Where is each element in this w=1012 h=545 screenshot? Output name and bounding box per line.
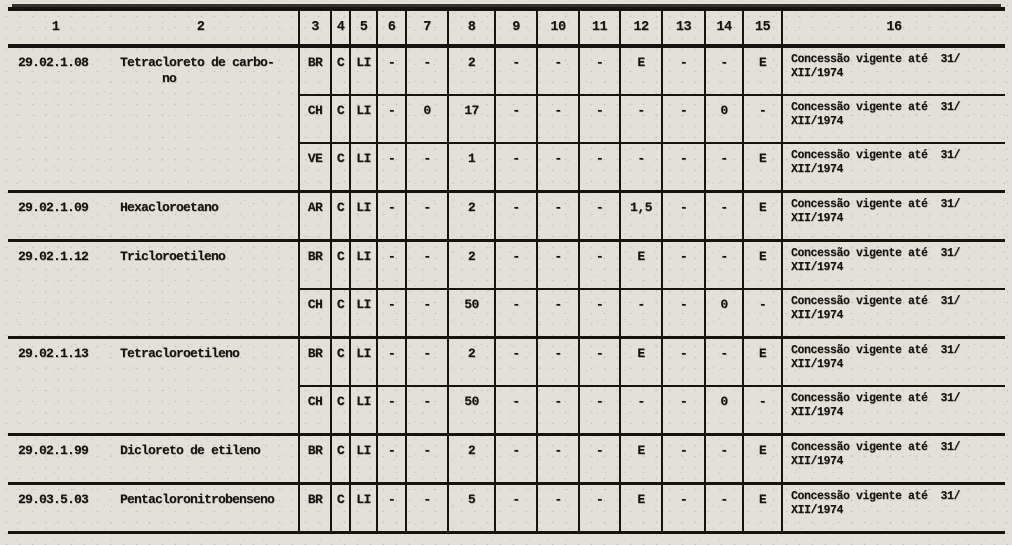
cell-col-7: - (405, 339, 447, 385)
cell-col-14: 0 (704, 290, 742, 336)
cell-col-11: - (578, 290, 619, 336)
cell-col-6: - (376, 485, 405, 531)
cell-col-10: - (536, 48, 578, 94)
column-header-10: 10 (536, 11, 578, 44)
cell-col-14: - (704, 144, 742, 190)
cell-col-10: - (536, 290, 578, 336)
cell-col-15: - (742, 387, 781, 433)
table-row (298, 242, 1005, 288)
remark-line: XII/1974 (791, 455, 844, 468)
cell-col-7: - (405, 242, 447, 288)
cell-col-6: - (376, 387, 405, 433)
cell-col-10: - (536, 96, 578, 142)
remark-line: Concessão vigente até 31/ (791, 53, 961, 66)
product-group (8, 48, 1005, 193)
cell-col-7: - (405, 144, 447, 190)
cell-col-4: C (330, 242, 349, 288)
column-header-15: 15 (742, 11, 781, 44)
cell-col-5: LI (349, 290, 376, 336)
cell-col-12: E (619, 339, 661, 385)
cell-col-7: - (405, 387, 447, 433)
cell-col-7: - (405, 193, 447, 239)
remark-cell (781, 144, 1005, 190)
cell-col-8: 50 (447, 387, 494, 433)
cell-col-6: - (376, 242, 405, 288)
column-header-2: 2 (196, 20, 205, 35)
cell-col-4: C (330, 96, 349, 142)
table-header-row (8, 7, 1005, 48)
cell-col-13: - (661, 290, 704, 336)
remark-cell (781, 242, 1005, 288)
product-name-line: no (162, 71, 177, 86)
cell-col-11: - (578, 485, 619, 531)
product-group (8, 193, 1005, 242)
remark-line: XII/1974 (791, 212, 844, 225)
table-row (298, 385, 1005, 433)
cell-col-6: - (376, 96, 405, 142)
cell-col-3: BR (298, 48, 330, 94)
remark-cell (781, 96, 1005, 142)
cell-col-11: - (578, 96, 619, 142)
cell-col-14: - (704, 339, 742, 385)
product-cell (8, 339, 298, 433)
cell-col-10: - (536, 485, 578, 531)
cell-col-15: E (742, 193, 781, 239)
column-header-3: 3 (298, 11, 330, 44)
cell-col-13: - (661, 193, 704, 239)
remark-cell (781, 48, 1005, 94)
cell-col-5: LI (349, 387, 376, 433)
cell-col-12: - (619, 290, 661, 336)
cell-col-15: E (742, 436, 781, 482)
product-code: 29.03.5.03 (18, 492, 89, 507)
cell-col-12: E (619, 485, 661, 531)
remark-line: XII/1974 (791, 163, 844, 176)
product-group (8, 339, 1005, 436)
cell-col-3: BR (298, 436, 330, 482)
cell-col-11: - (578, 193, 619, 239)
cell-col-14: - (704, 485, 742, 531)
cell-col-13: - (661, 387, 704, 433)
cell-col-15: E (742, 339, 781, 385)
cell-col-4: C (330, 193, 349, 239)
group-rows (298, 339, 1005, 433)
product-group (8, 436, 1005, 485)
cell-col-5: LI (349, 339, 376, 385)
group-rows (298, 485, 1005, 531)
cell-col-9: - (494, 436, 536, 482)
column-header-16: 16 (781, 11, 1005, 44)
remark-line: XII/1974 (791, 504, 844, 517)
remark-cell (781, 436, 1005, 482)
table-row (298, 339, 1005, 385)
cell-col-9: - (494, 144, 536, 190)
cell-col-15: E (742, 48, 781, 94)
cell-col-10: - (536, 193, 578, 239)
cell-col-14: - (704, 193, 742, 239)
cell-col-12: - (619, 144, 661, 190)
cell-col-13: - (661, 96, 704, 142)
cell-col-3: AR (298, 193, 330, 239)
cell-col-13: - (661, 485, 704, 531)
product-name-line: Tetracloroetileno (120, 346, 240, 361)
product-code: 29.02.1.12 (18, 249, 89, 264)
remark-line: XII/1974 (791, 309, 844, 322)
remark-cell (781, 193, 1005, 239)
table-row (298, 288, 1005, 336)
cell-col-11: - (578, 48, 619, 94)
cell-col-10: - (536, 242, 578, 288)
cell-col-12: - (619, 96, 661, 142)
cell-col-7: - (405, 290, 447, 336)
cell-col-15: E (742, 242, 781, 288)
product-name (110, 249, 298, 336)
remark-line: XII/1974 (791, 67, 844, 80)
column-header-5: 5 (349, 11, 376, 44)
product-cell (8, 242, 298, 336)
cell-col-12: 1,5 (619, 193, 661, 239)
product-code: 29.02.1.08 (18, 55, 89, 70)
product-cell (8, 193, 298, 239)
remark-line: Concessão vigente até 31/ (791, 149, 961, 162)
table-row (298, 193, 1005, 239)
cell-col-4: C (330, 144, 349, 190)
cell-col-4: C (330, 48, 349, 94)
cell-col-3: BR (298, 242, 330, 288)
product-group (8, 242, 1005, 339)
cell-col-8: 2 (447, 48, 494, 94)
remark-line: XII/1974 (791, 115, 844, 128)
cell-col-8: 1 (447, 144, 494, 190)
group-rows (298, 436, 1005, 482)
product-name (110, 492, 298, 531)
column-header-8: 8 (447, 11, 494, 44)
table-body (8, 48, 1005, 534)
cell-col-8: 2 (447, 436, 494, 482)
cell-col-14: 0 (704, 387, 742, 433)
cell-col-4: C (330, 290, 349, 336)
cell-col-5: LI (349, 485, 376, 531)
cell-col-12: - (619, 387, 661, 433)
cell-col-5: LI (349, 48, 376, 94)
remark-cell (781, 485, 1005, 531)
column-header-14: 14 (704, 11, 742, 44)
table-row (298, 436, 1005, 482)
cell-col-6: - (376, 339, 405, 385)
remark-cell (781, 339, 1005, 385)
column-header-1: 1 (51, 20, 60, 35)
remark-line: Concessão vigente até 31/ (791, 392, 961, 405)
cell-col-8: 2 (447, 339, 494, 385)
cell-col-4: C (330, 387, 349, 433)
cell-col-11: - (578, 436, 619, 482)
product-code: 29.02.1.09 (18, 200, 89, 215)
cell-col-9: - (494, 193, 536, 239)
cell-col-4: C (330, 485, 349, 531)
remark-line: Concessão vigente até 31/ (791, 344, 961, 357)
cell-col-8: 2 (447, 193, 494, 239)
cell-col-6: - (376, 436, 405, 482)
remark-line: XII/1974 (791, 406, 844, 419)
cell-col-7: - (405, 48, 447, 94)
product-name (110, 200, 298, 239)
column-header-9: 9 (494, 11, 536, 44)
cell-col-6: - (376, 290, 405, 336)
product-name-line: Pentacloronitrobenseno (120, 492, 275, 507)
cell-col-6: - (376, 144, 405, 190)
product-name (110, 443, 298, 482)
cell-col-10: - (536, 387, 578, 433)
remark-line: Concessão vigente até 31/ (791, 441, 961, 454)
group-rows (298, 193, 1005, 239)
column-header-7: 7 (405, 11, 447, 44)
cell-col-9: - (494, 387, 536, 433)
product-cell (8, 436, 298, 482)
column-header-6: 6 (376, 11, 405, 44)
product-name-line: Hexacloroetano (120, 200, 219, 215)
cell-col-3: VE (298, 144, 330, 190)
product-group (8, 485, 1005, 534)
cell-col-6: - (376, 193, 405, 239)
cell-col-13: - (661, 242, 704, 288)
cell-col-9: - (494, 339, 536, 385)
group-rows (298, 48, 1005, 190)
cell-col-15: - (742, 96, 781, 142)
cell-col-14: - (704, 436, 742, 482)
cell-col-3: CH (298, 290, 330, 336)
remark-line: Concessão vigente até 31/ (791, 295, 961, 308)
cell-col-10: - (536, 144, 578, 190)
cell-col-14: - (704, 48, 742, 94)
cell-col-3: CH (298, 387, 330, 433)
cell-col-13: - (661, 48, 704, 94)
cell-col-5: LI (349, 242, 376, 288)
product-code: 29.02.1.13 (18, 346, 89, 361)
product-cell (8, 48, 298, 190)
product-cell (8, 485, 298, 531)
cell-col-11: - (578, 387, 619, 433)
cell-col-13: - (661, 144, 704, 190)
product-name-line: Dicloreto de etileno (120, 443, 261, 458)
cell-col-5: LI (349, 193, 376, 239)
column-header-11: 11 (578, 11, 619, 44)
product-name (110, 346, 298, 433)
cell-col-3: BR (298, 339, 330, 385)
remark-cell (781, 387, 1005, 433)
remark-line: Concessão vigente até 31/ (791, 247, 961, 260)
cell-col-15: E (742, 485, 781, 531)
cell-col-5: LI (349, 96, 376, 142)
table-row (298, 142, 1005, 190)
column-header-4: 4 (330, 11, 349, 44)
cell-col-4: C (330, 436, 349, 482)
cell-col-5: LI (349, 144, 376, 190)
cell-col-8: 5 (447, 485, 494, 531)
cell-col-7: - (405, 436, 447, 482)
cell-col-3: BR (298, 485, 330, 531)
cell-col-4: C (330, 339, 349, 385)
product-name-line: Tricloroetileno (120, 249, 226, 264)
cell-col-13: - (661, 339, 704, 385)
product-name (110, 55, 298, 190)
column-header-12: 12 (619, 11, 661, 44)
cell-col-3: CH (298, 96, 330, 142)
cell-col-15: - (742, 290, 781, 336)
cell-col-8: 50 (447, 290, 494, 336)
cell-col-9: - (494, 48, 536, 94)
cell-col-11: - (578, 144, 619, 190)
remark-line: Concessão vigente até 31/ (791, 101, 961, 114)
cell-col-7: - (405, 485, 447, 531)
remark-line: XII/1974 (791, 261, 844, 274)
cell-col-8: 17 (447, 96, 494, 142)
cell-col-12: E (619, 48, 661, 94)
cell-col-9: - (494, 242, 536, 288)
remark-line: XII/1974 (791, 358, 844, 371)
column-header-13: 13 (661, 11, 704, 44)
remark-line: Concessão vigente até 31/ (791, 490, 961, 503)
concession-table (8, 7, 1005, 534)
table-row (298, 48, 1005, 94)
cell-col-13: - (661, 436, 704, 482)
cell-col-12: E (619, 242, 661, 288)
product-name-line: Tetracloreto de carbo- (120, 55, 275, 70)
cell-col-11: - (578, 242, 619, 288)
table-row (298, 94, 1005, 142)
cell-col-7: 0 (405, 96, 447, 142)
cell-col-11: - (578, 339, 619, 385)
remark-cell (781, 290, 1005, 336)
cell-col-6: - (376, 48, 405, 94)
table-row (298, 485, 1005, 531)
cell-col-9: - (494, 290, 536, 336)
remark-line: Concessão vigente até 31/ (791, 198, 961, 211)
product-code: 29.02.1.99 (18, 443, 89, 458)
cell-col-10: - (536, 339, 578, 385)
cell-col-5: LI (349, 436, 376, 482)
cell-col-9: - (494, 96, 536, 142)
cell-col-10: - (536, 436, 578, 482)
cell-col-12: E (619, 436, 661, 482)
cell-col-8: 2 (447, 242, 494, 288)
cell-col-14: 0 (704, 96, 742, 142)
cell-col-15: E (742, 144, 781, 190)
cell-col-14: - (704, 242, 742, 288)
group-rows (298, 242, 1005, 336)
cell-col-9: - (494, 485, 536, 531)
